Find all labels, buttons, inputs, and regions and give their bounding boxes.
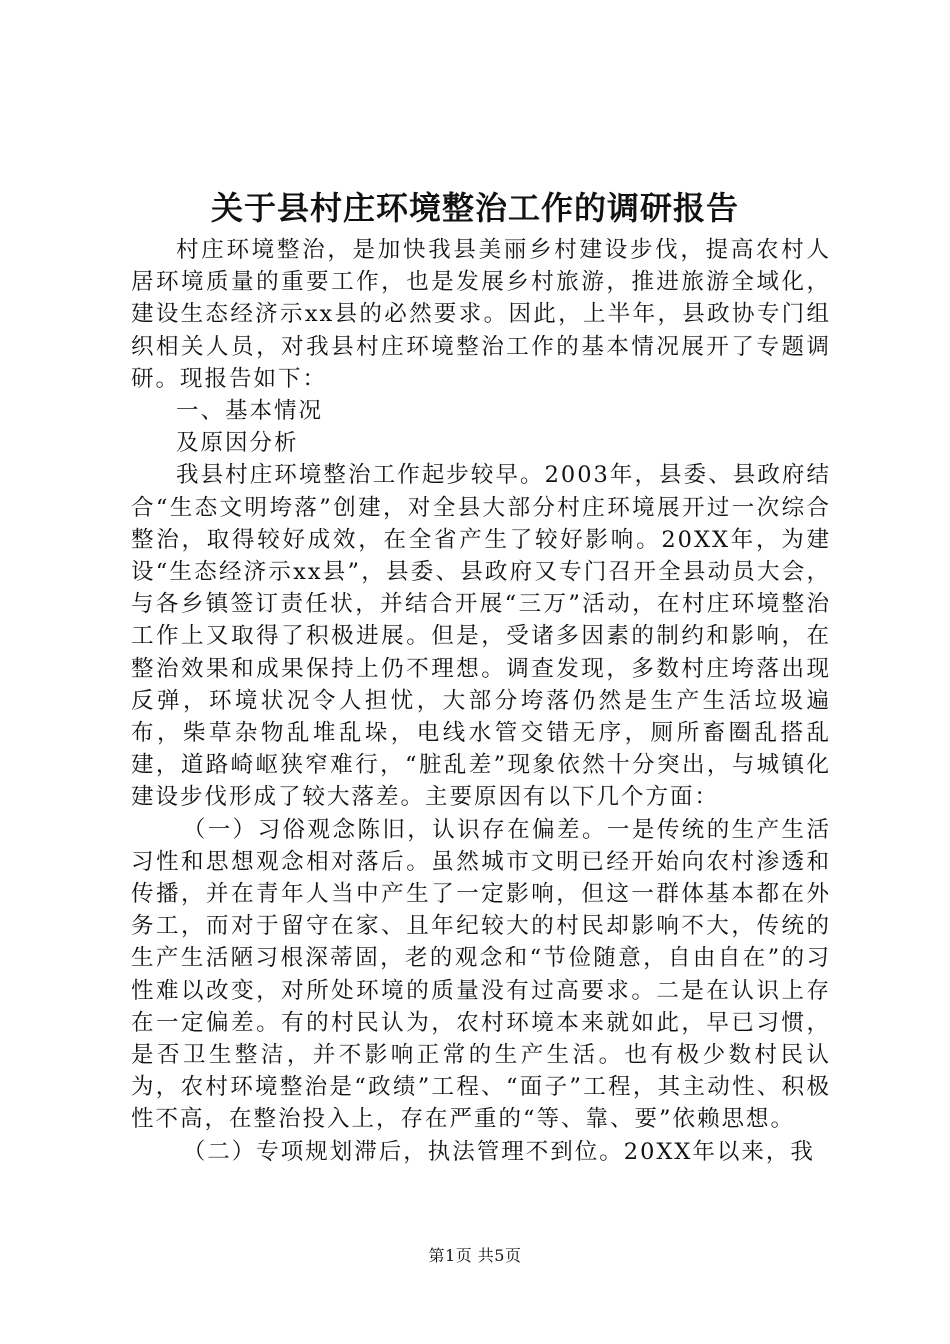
section-heading-continued: 及原因分析 <box>176 430 299 457</box>
cause-one-paragraph: （一）习俗观念陈旧，认识存在偏差。一是传统的生产生活习性和思想观念相对落后。虽然城市文明已经开始向农村渗透和传播，并在青年人当中产生了一定影响，但这一群体基本都在外务工，而对于留守在家、且年纪较大的村民却影响不大，传统的生产生活陋习根深蒂固，老的观念和“节俭随意，自由自在”的习性难以改变，对所处环境的质量没有过高要求。二是在认识上存在一定偏差。有的村民认为，农村环境本来就如此，早已习惯，是否卫生整洁，并不影响正常的生产生活。也有极少数村民认为，农村环境整治是“政绩”工程、“面子”工程，其主动性、积极性不高，在整治投入上，存在严重的“等、靠、要”依赖思想。 <box>131 816 831 1133</box>
intro-paragraph: 村庄环境整治，是加快我县美丽乡村建设步伐，提高农村人居环境质量的重要工作，也是发展乡村旅游，推进旅游全域化，建设生态经济示xx县的必然要求。因此，上半年，县政协专门组织相关人员，对我县村庄环境整治工作的基本情况展开了专题调研。现报告如下： <box>131 237 831 392</box>
page-footer: 第1页 共5页 <box>428 1246 522 1265</box>
cause-two-paragraph: （二）专项规划滞后，执法管理不到位。20XX年以来，我 <box>182 1138 815 1165</box>
basic-situation-paragraph: 我县村庄环境整治工作起步较早。2003年，县委、县政府结合“生态文明垮落”创建，对全县大部分村庄环境展开过一次综合整治，取得较好成效，在全省产生了较好影响。20XX年，为建设“生态经济示xx县”，县委、县政府又专门召开全县动员大会，与各乡镇签订责任状，并结合开展“三万”活动，在村庄环境整治工作上又取得了积极进展。但是，受诸多因素的制约和影响，在整治效果和成果保持上仍不理想。调查发现，多数村庄垮落出现反弹，环境状况令人担忧，大部分垮落仍然是生产生活垃圾遍布，柴草杂物乱堆乱垛，电线水管交错无序，厕所畜圈乱搭乱建，道路崎岖狭窄难行，“脏乱差”现象依然十分突出，与城镇化建设步伐形成了较大落差。主要原因有以下几个方面： <box>131 462 831 811</box>
document-title: 关于县村庄环境整治工作的调研报告 <box>210 189 739 227</box>
section-heading: 一、基本情况 <box>176 398 324 425</box>
document-body <box>131 234 831 1168</box>
